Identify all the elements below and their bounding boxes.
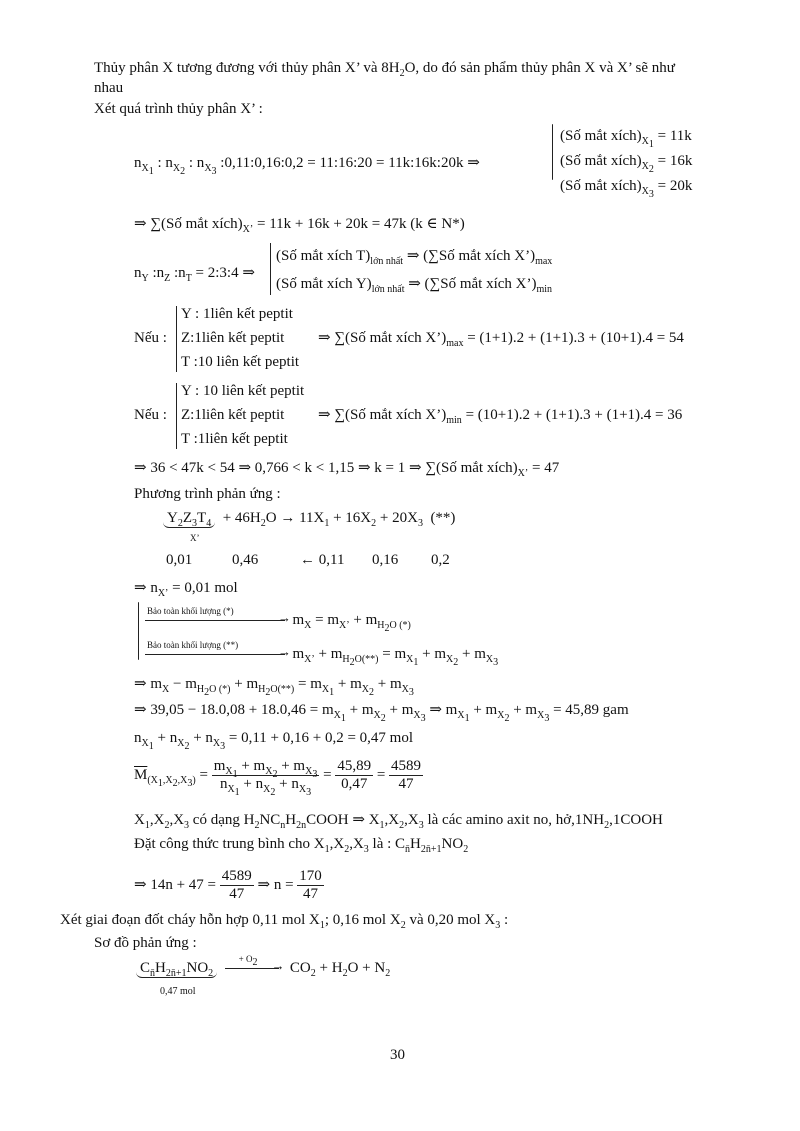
x-prime-label: X’ [190, 533, 200, 543]
case1-z: Z:1liên kết peptit [181, 330, 285, 346]
case2-z: Z:1liên kết peptit [181, 407, 285, 423]
mole-sum: $n_{X_1} + n_{X_2} + n_{X_3} = 0,11 + 0,16 + 0,2 = 0,47$ mol [134, 730, 414, 752]
combustion-scheme: $C_{n̄}H_{2n̄+1}NO_2$ + $O_2$ → $CO_2 + H_2O + N_2$ [136, 960, 390, 978]
page-number: 30 [390, 1047, 405, 1063]
nbar-eq: ⇒ 14n + 47 = $\frac{4589}{47}$ ⇒ n = $\frac{170}{47}$ [134, 868, 322, 903]
mole-3: ← 0,11 [300, 552, 345, 568]
mass-cons-1: Bảo toàn khối lượng (*) → $m_X = m_{X’} + m_{H_2O (*)}$ [145, 612, 411, 629]
case1-result: ⇒ ∑(Số mắt xích $X’)_{max} = (1+1).2 + (1+1).3 + (10+1).4 = 54$ [318, 330, 684, 349]
scheme-moles: 0,47 mol [160, 986, 196, 997]
mole-4: 0,16 [372, 552, 399, 568]
nyzt-ratio: $n_Y$ $:n_Z$ $:n_T$ = 2:3:4 ⇒ [134, 265, 255, 284]
intro-line-1: Thủy phân X tương đương với thủy phân X’ và $8H_2O$, do đó sản phẩm thủy phân X và X’ sẽ như [94, 60, 675, 79]
amino-form: $X_1,X_2,X_3$ có dạng $H_2NC_nH_{2n}COOH$ ⇒ $X_1,X_2,X_3$ là các amino axit no, $hở,1NH_2,1COOH$ [134, 812, 663, 831]
brace-left [552, 124, 553, 180]
mole-5: 0,2 [431, 552, 450, 568]
case1-y: Y : 1liên kết peptit [181, 306, 293, 322]
mole-2: 0,46 [232, 552, 259, 568]
mass-eq-1: ⇒ $m_X - m_{H_2O (*)} + m_{H_2O(**)} = m_{X_1} + m_{X_2} + m_{X_3}$ [134, 676, 414, 698]
case2-result: ⇒ ∑(Số mắt xích $X’)_{min} = (10+1).2 + (1+1).3 + (1+1).4 = 36$ [318, 407, 683, 426]
case1-label: Nếu : [134, 330, 167, 346]
intro-line-2: nhau [94, 80, 124, 96]
mean-mass: $\overline{M}_{(X_1,X_2,X_3)}$ = $\frac{m_{X_1} + m_{X_2} + m_{X_3}}{n_{X_1} + n_{X_2} + n_{X_3}}$ = $\frac{45,89}{0,47}$ = $\frac{4589}{47}$ [134, 758, 422, 799]
case2-label: Nếu : [134, 407, 167, 423]
max-condition: (Số mắt xích $T)_{lớn nhất}$ ⇒ (∑Số mắt xích $X’)_{max}$ [276, 248, 553, 267]
brace-mass [138, 602, 139, 660]
chain-count-x3: (Số mắt $xích)_{X_3} = 20k$ [560, 178, 693, 200]
case2-t: T :1liên kết peptit [181, 431, 288, 447]
sum-chain-line: ⇒ ∑(Số mắt $xích)_{X’} = 11k + 16k + 20k = 47k$ (k ∈ N*) [134, 216, 465, 235]
combustion-heading: Xét giai đoạn đốt cháy hỗn hợp 0,11 mol $X_1$; 0,16 mol $X_2$ và 0,20 mol $X_3$ : [60, 912, 509, 931]
mass-cons-2: Bảo toàn khối lượng (**) → $m_{X’} + m_{H_2O(**)} = m_{X_1} + m_{X_2} + m_{X_3}$ [145, 646, 498, 663]
case1-t: T :10 liên kết peptit [181, 354, 300, 370]
ratio-equation: $n_{X_1}$ : $n_{X_2}$ : $n_{X_3}$ :0,11:0,16:0,2 = 11:16:20 = 11k:16k:20k ⇒ [134, 155, 480, 177]
case2-y: Y : 10 liên kết peptit [181, 383, 305, 399]
min-condition: (Số mắt xích $Y)_{lớn nhất}$ ⇒ (∑Số mắt xích $X’)_{min}$ [276, 276, 553, 295]
reaction-heading: Phương trình phản ứng : [134, 486, 281, 502]
bar-2 [176, 306, 177, 372]
bar-1 [270, 243, 271, 295]
inequality-line: ⇒ 36 < 47k < 54 ⇒ 0,766 < k < 1,15 ⇒ k = 1 ⇒ ∑(Số mắt $xích)_{X’} = 47$ [134, 460, 560, 479]
bar-3 [176, 383, 177, 449]
average-formula: Đặt công thức trung bình cho $X_1,X_2,X_3$ là : $C_{n̄}H_{2n̄+1}NO_2$ [134, 836, 469, 855]
mass-eq-2: ⇒ $39,05 - 18.0,08 + 18.0,46 = m_{X_1} + m_{X_2} + m_{X_3}$ ⇒ $m_{X_1} + m_{X_2} + m_{X_3} = 45,89$ gam [134, 702, 629, 724]
chain-count-x2: (Số mắt $xích)_{X_2} = 16k$ [560, 153, 693, 175]
mole-1: 0,01 [166, 552, 193, 568]
scheme-heading: Sơ đồ phản ứng : [94, 935, 197, 951]
n-xprime: ⇒ $n_{X’} = 0,01$ mol [134, 580, 238, 599]
chain-count-x1: (Số mắt $xích)_{X_1} = 11k$ [560, 128, 692, 150]
reaction-equation: $Y_2Z_3T_4 + 46H_2O \to 11X_1 + 16X_2 + 20X_3$ (**) [163, 510, 455, 528]
section-heading: Xét quá trình thủy phân X’ : [94, 101, 263, 117]
